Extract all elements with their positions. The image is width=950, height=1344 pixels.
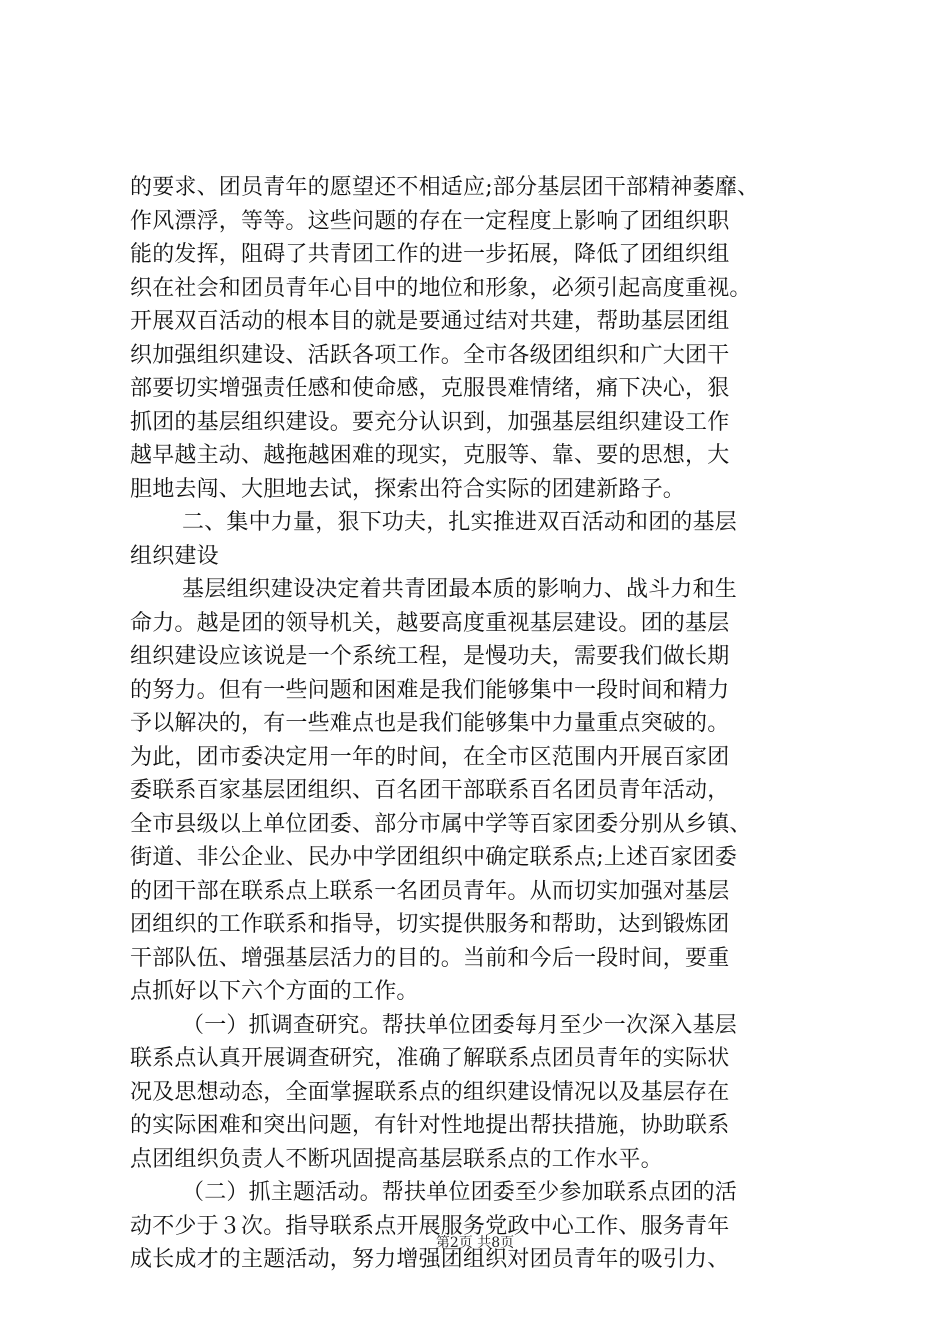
text-line: 街道、非公企业、民办中学团组织中确定联系点;上述百家团委 — [130, 845, 738, 870]
text-line: 能的发挥，阻碍了共青团工作的进一步拓展，降低了团组织组 — [130, 242, 730, 267]
text-line: 织加强组织建设、活跃各项工作。全市各级团组织和广大团干 — [130, 342, 730, 368]
section-heading-continued: 组织建设 — [130, 543, 219, 569]
text-line: 予以解决的，有一些难点也是我们能够集中力量重点突破的。 — [130, 711, 730, 736]
text-line: 成长成才的主题活动，努力增强团组织对团员青年的吸引力、 — [130, 1247, 730, 1272]
text-line: （二）抓主题活动。帮扶单位团委至少参加联系点团的活 — [182, 1180, 738, 1205]
text-line: 团组织的工作联系和指导，切实提供服务和帮助，达到锻炼团 — [130, 912, 730, 937]
text-line: 的团干部在联系点上联系一名团员青年。从而切实加强对基层 — [130, 878, 730, 904]
text-line: 的努力。但有一些问题和困难是我们能够集中一段时间和精力 — [130, 677, 730, 703]
text-line: 全市县级以上单位团委、部分市属中学等百家团委分别从乡镇、 — [130, 811, 752, 837]
text-line: 点团组织负责人不断巩固提高基层联系点的工作水平。 — [130, 1146, 663, 1172]
text-line: 况及思想动态，全面掌握联系点的组织建设情况以及基层存在 — [130, 1079, 730, 1105]
text-line: 为此，团市委决定用一年的时间，在全市区范围内开展百家团 — [130, 744, 730, 770]
text-line: 作风漂浮，等等。这些问题的存在一定程度上影响了团组织职 — [130, 208, 730, 234]
text-line: 干部队伍、增强基层活力的目的。当前和今后一段时间，要重 — [130, 945, 730, 971]
text-line: 越早越主动、越拖越困难的现实，克服等、靠、要的思想，大 — [130, 443, 730, 468]
page-footer: 第2页 共8页 — [435, 1235, 515, 1251]
text-line: （一）抓调查研究。帮扶单位团委每月至少一次深入基层 — [182, 1012, 738, 1038]
text-line: 组织建设应该说是一个系统工程，是慢功夫，需要我们做长期 — [130, 644, 730, 669]
text-line: 开展双百活动的根本目的就是要通过结对共建，帮助基层团组 — [130, 309, 730, 334]
text-line: 命力。越是团的领导机关，越要高度重视基层建设。团的基层 — [130, 610, 730, 636]
text-line: 基层组织建设决定着共青团最本质的影响力、战斗力和生 — [182, 577, 738, 602]
section-heading: 二、集中力量，狠下功夫，扎实推进双百活动和团的基层 — [182, 510, 738, 535]
text-line: 点抓好以下六个方面的工作。 — [130, 979, 419, 1004]
text-line: 动不少于３次。指导联系点开展服务党政中心工作、服务青年 — [130, 1213, 730, 1239]
text-line: 部要切实增强责任感和使命感，克服畏难情绪，痛下决心，狠 — [130, 376, 730, 401]
text-line: 胆地去闯、大胆地去试，探索出符合实际的团建新路子。 — [130, 476, 686, 502]
text-line: 的要求、团员青年的愿望还不相适应;部分基层团干部精神萎靡、 — [130, 175, 760, 200]
text-line: 委联系百家基层团组织、百名团干部联系百名团员青年活动， — [130, 778, 730, 803]
text-line: 抓团的基层组织建设。要充分认识到，加强基层组织建设工作 — [130, 409, 730, 435]
text-line: 织在社会和团员青年心目中的地位和形象，必须引起高度重视。 — [130, 275, 752, 301]
document-body — [130, 171, 832, 1277]
text-line: 的实际困难和突出问题，有针对性地提出帮扶措施，协助联系 — [130, 1113, 730, 1138]
text-line: 联系点认真开展调查研究，准确了解联系点团员青年的实际状 — [130, 1046, 730, 1071]
